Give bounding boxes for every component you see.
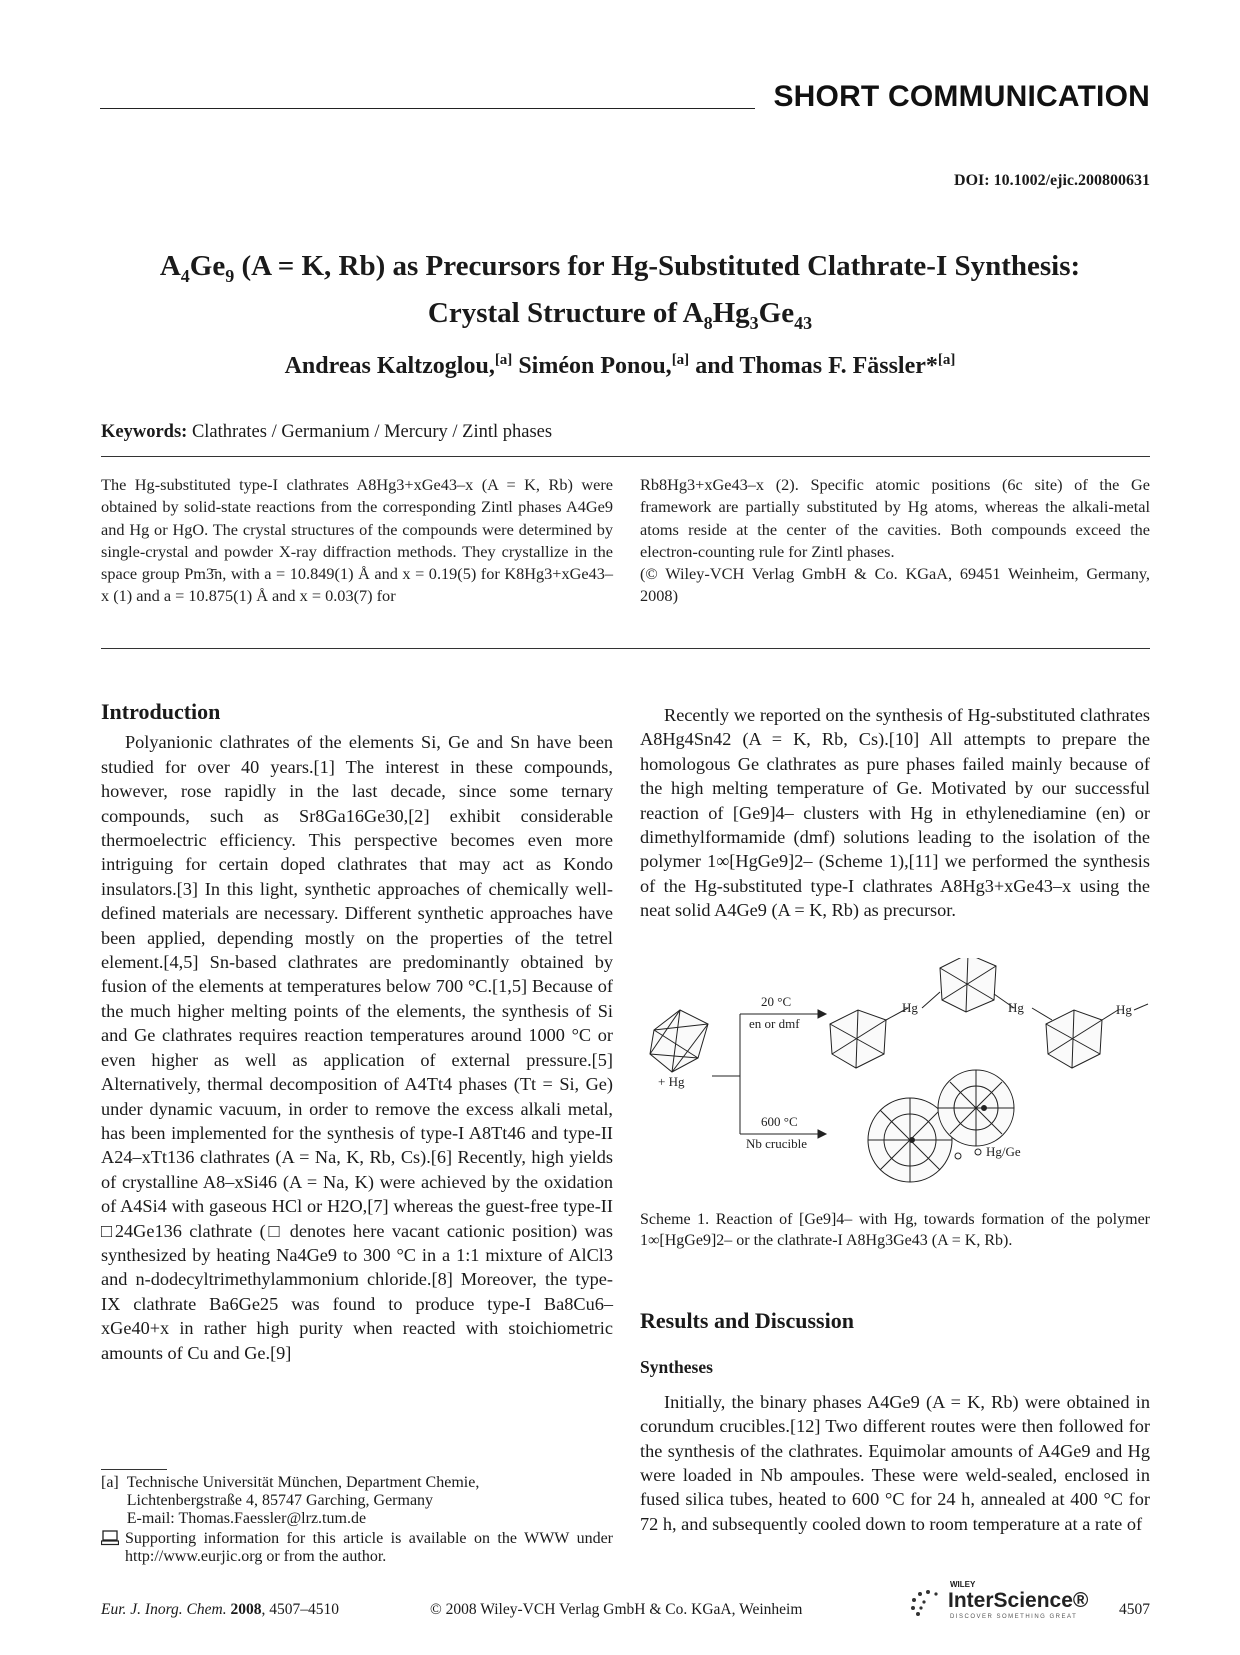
journal-pages: , 4507–4510 [261,1601,339,1618]
abstract-right [640,474,1150,608]
abstract-copyright: (© Wiley-VCH Verlag GmbH & Co. KGaA, 69451 Weinheim, Germany, 2008) [640,564,1150,606]
abstract-bottom-rule [101,648,1150,649]
keywords-value: Clathrates / Germanium / Mercury / Zintl phases [191,422,553,442]
footnotes [101,1474,613,1566]
logo-interscience: InterScience® [948,1589,1089,1612]
intro-paragraph-2: Recently we reported on the synthesis of Hg-substituted clathrates A8Hg4Sn42 (A = K, Rb, Cs).[10] All attempts to prepare the homologous Ge clathrates as pure phases failed mainly because of the high melting temperature of Ge. Motivated by our successful reaction of [Ge9]4– clusters with Hg in ethylenediamine (en) or dimethylformamide (dmf) solutions leading to the isolation of the polymer 1∞[HgGe9]2– (Scheme 1),[11] we performed the synthesis of the Hg-substituted type-I clathrates A8Hg3+xGe43–x using the neat solid A4Ge9 (A = K, Rb) as precursor. [640,705,1150,921]
polymer-cluster-icon [940,958,996,1012]
header-rule [100,108,755,109]
scheme-caption: Scheme 1. Reaction of [Ge9]4– with Hg, towards formation of the polymer 1∞[HgGe9]2– or the clathrate-I A8Hg3Ge43 (A = K, Rb). [640,1211,1150,1249]
legend-marker-icon [975,1149,981,1155]
results-heading: Results and Discussion [640,1308,854,1333]
results-paragraph-1: Initially, the binary phases A4Ge9 (A = K, Rb) were obtained in corundum crucibles.[12] Two different routes were then followed for the synthesis of the clathrates. Equimolar amounts of A4Ge9 and Hg were loaded in Nb ampoules. These were weld-sealed, enclosed in fused silica tubes, heated to 600 °C for 24 h, annealed at 400 °C for 72 h, and subsequently cooled down to room temperature at a rate of [640,1391,1150,1534]
footer-citation [101,1601,339,1619]
condition-temp-2: 600 °C [761,1114,798,1129]
keywords-label: Keywords: [101,422,188,442]
page-number: 4507 [1119,1601,1150,1618]
footnote-mark: [a] [101,1474,119,1491]
hg-label: Hg [1008,1000,1024,1015]
results-section [640,1309,1150,1536]
polymer-cluster-icon [1046,1010,1102,1068]
condition-solvent: en or dmf [749,1016,800,1031]
logo-wiley: WILEY [950,1580,976,1589]
intro-paragraph-1: Polyanionic clathrates of the elements Si, Ge and Sn have been studied for over 40 years.[1] The interest in these compounds, however, rose rapidly in the last decade, since some ternary compounds, such as Sr8Ga16Ge30,[2] exhibit considerable thermoelectric efficiency. This perspective becomes even more intriguing for certain doped clathrates that may act as Kondo insulators.[3] In this light, synthetic approaches of chemically well-defined materials are necessary. Different synthetic approaches have been applied, depending mostly on the properties of the tetrel element.[4,5] Sn-based clathrates are predominantly obtained by fusion of the elements at temperatures below 700 °C.[1,5] Because of the much higher melting points of the elements, the synthesis of Si and Ge clathrates requires reaction temperatures around 1000 °C or even higher as well as application of external pressure.[5] Alternatively, thermal decomposition of A4Tt4 phases (Tt = Si, Ge) under dynamic vacuum, in order to remove the excess alkali metal, has been implemented for the synthesis of type-I A8Tt46 and type-II A24–xTt136 clathrates (A = Na, K, Rb, Cs).[6] Recently, high yields of crystalline A8–xSi46 (A = Na, K) were achieved by the oxidation of A4Si4 with gaseous HCl or H2O,[7] whereas the guest-free type-II □24Ge136 clathrate (□ denotes here vacant cationic position) was synthesized by heating Na4Ge9 to 300 °C in a 1:1 mixture of AlCl3 and n-dodecyltrimethylammonium chloride.[8] Moreover, the type-IX clathrate Ba6Ge25 was found to produce type-I Ba8Cu6–xGe40+x in rather high purity when reacted with stoichiometric amounts of Cu and Ge.[9] [101,732,613,1363]
scheme-1-figure [640,958,1150,1198]
section-label: SHORT COMMUNICATION [773,80,1150,113]
author-name: and Thomas F. Fässler* [695,353,938,379]
affiliation-mark: [a] [494,352,513,368]
clathrate-cage-icon [938,1070,1014,1146]
affiliation-line: Lichtenbergstraße 4, 85747 Garching, Germany [126,1492,434,1509]
condition-temp-1: 20 °C [761,994,792,1009]
left-column [101,700,613,1365]
syntheses-subheading: Syntheses [640,1357,713,1378]
journal-name: Eur. J. Inorg. Chem. [101,1601,227,1618]
affiliation-line: Technische Universität München, Department Chemie, [126,1474,480,1491]
hg-label: Hg [902,1000,918,1015]
reagent-label: + Hg [658,1074,685,1089]
condition-vessel: Nb crucible [746,1136,808,1151]
affiliation-mark: [a] [671,352,690,368]
right-column-top [640,703,1150,923]
email-link[interactable]: E-mail: Thomas.Faessler@lrz.tum.de [126,1510,367,1527]
hg-label: Hg [1116,1002,1132,1017]
footer-copyright: © 2008 Wiley-VCH Verlag GmbH & Co. KGaA, Weinheim [430,1601,803,1618]
doi[interactable]: DOI: 10.1002/ejic.200800631 [954,172,1150,189]
intro-heading: Introduction [101,699,221,724]
abstract-left: The Hg-substituted type-I clathrates A8Hg3+xGe43–x (A = K, Rb) were obtained by solid-state reactions from the corresponding Zintl phases A4Ge9 and Hg or HgO. The crystal structures of the compounds were determined by single-crystal and powder X-ray diffraction methods. They crystallize in the space group Pm3̄n, with a = 10.849(1) Å and x = 0.19(5) for K8Hg3+xGe43–x (1) and a = 10.875(1) Å and x = 0.03(7) for [101,475,613,606]
author-name: Andreas Kaltzoglou, [284,353,495,379]
interscience-swirl-icon [910,1588,946,1618]
author-name: Siméon Ponou, [518,353,672,379]
legend-label: Hg/Ge [986,1144,1021,1159]
supporting-info-note: Supporting information for this article is available on the WWW under http://www.eurjic.org or from the author. [125,1530,613,1565]
affiliation-mark: [a] [937,352,956,368]
footnote-rule [101,1469,167,1470]
interscience-logo[interactable] [910,1580,1089,1622]
computer-icon [101,1530,119,1566]
author-list [80,352,1160,380]
abstract-right-text: Rb8Hg3+xGe43–x (2). Specific atomic positions (6c site) of the Ge framework are partially substituted by Hg atoms, whereas the alkali-metal atoms reside at the center of the cavities. Both compounds exceed the electron-counting rule for Zintl phases. [640,475,1150,561]
article-title: $A_4Ge_9$ (A = K, Rb) as Precursors for Hg-Substituted Clathrate-I Synthesis: Crystal Structure of $A_8Hg_3Ge_{43}$ [159,250,1081,333]
keywords [101,422,552,443]
logo-tagline: DISCOVER SOMETHING GREAT [950,1614,1078,1620]
abstract-top-rule [101,456,1150,457]
journal-year: 2008 [230,1601,262,1618]
polymer-cluster-icon [830,1010,886,1068]
ge9-cluster-icon [650,1010,708,1072]
